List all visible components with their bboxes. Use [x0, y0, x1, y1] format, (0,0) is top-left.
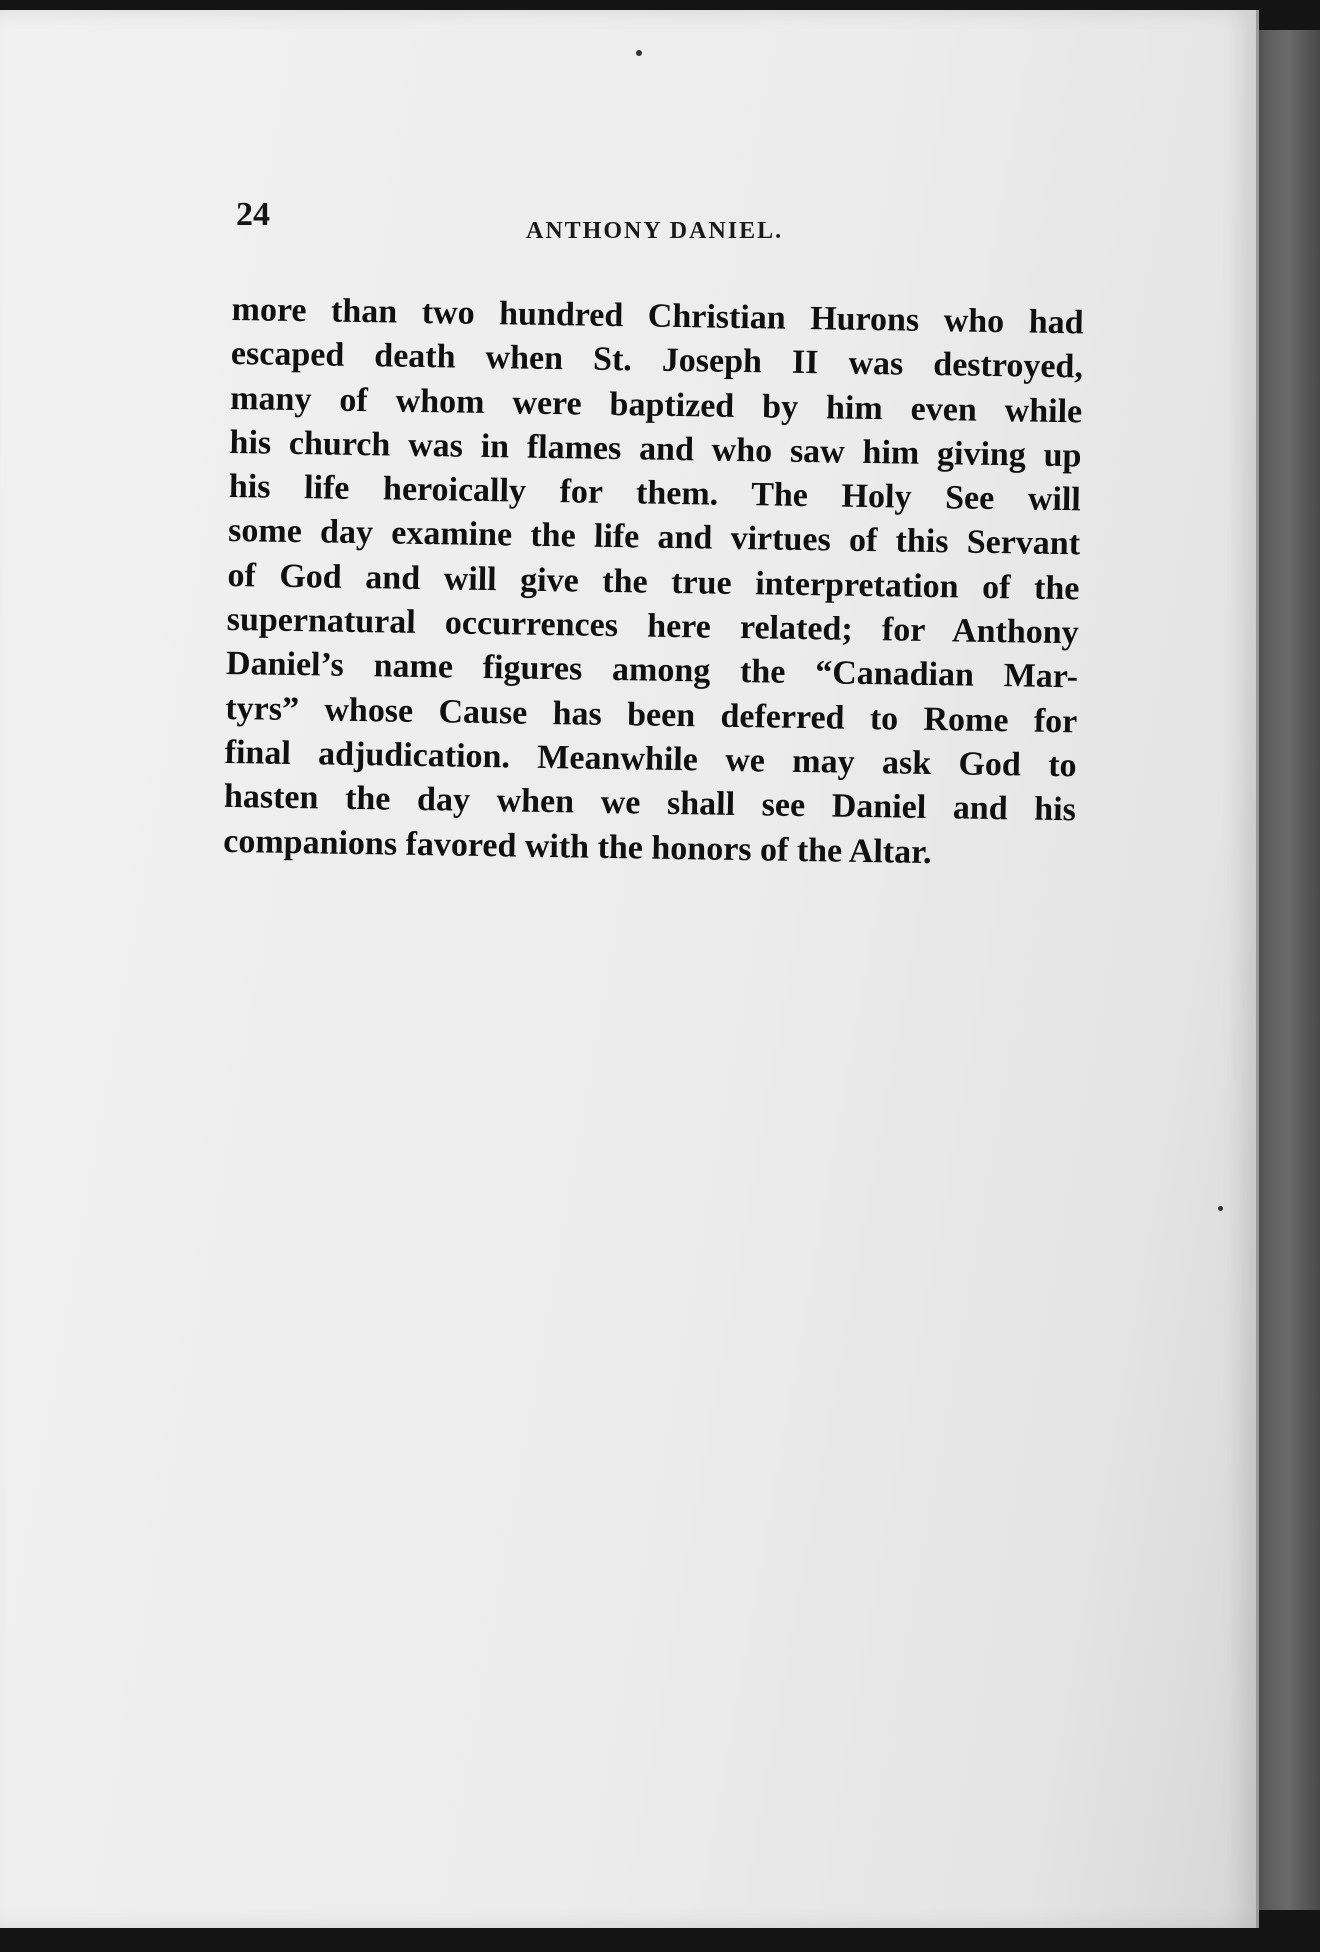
text-line: some day examine the life and virtues of this Servant	[227, 512, 1081, 563]
book-page	[0, 10, 1259, 1928]
running-head: ANTHONY DANIEL.	[526, 218, 784, 244]
text-line: final adjudication. Meanwhile we may ask God to	[224, 733, 1077, 785]
text-line: his church was in flames and who saw him giving up	[229, 423, 1082, 475]
body-paragraph	[223, 288, 1084, 877]
text-line: Daniel’s name figures among the “Canadian Mar-	[225, 645, 1079, 696]
text-line: many of whom were baptized by him even while	[229, 379, 1083, 430]
paper-speck	[636, 50, 642, 56]
paper-speck	[1218, 1206, 1223, 1211]
page-number: 24	[236, 196, 270, 233]
text-line: escaped death when St. Joseph II was destroyed,	[230, 335, 1084, 386]
text-line: supernatural occurrences here related; for Anthony	[226, 601, 1079, 652]
text-line: of God and will give the true interpretation of the	[227, 556, 1080, 608]
text-line: tyrs” whose Cause has been deferred to Rome for	[225, 689, 1078, 741]
text-line: hasten the day when we shall see Daniel and his	[223, 778, 1077, 829]
text-line: companions favored with the honors of the Altar.	[223, 822, 932, 871]
page-header	[236, 196, 1116, 246]
text-line: more than two hundred Christian Hurons who had	[231, 290, 1084, 342]
text-line: his life heroically for them. The Holy See will	[228, 468, 1082, 519]
